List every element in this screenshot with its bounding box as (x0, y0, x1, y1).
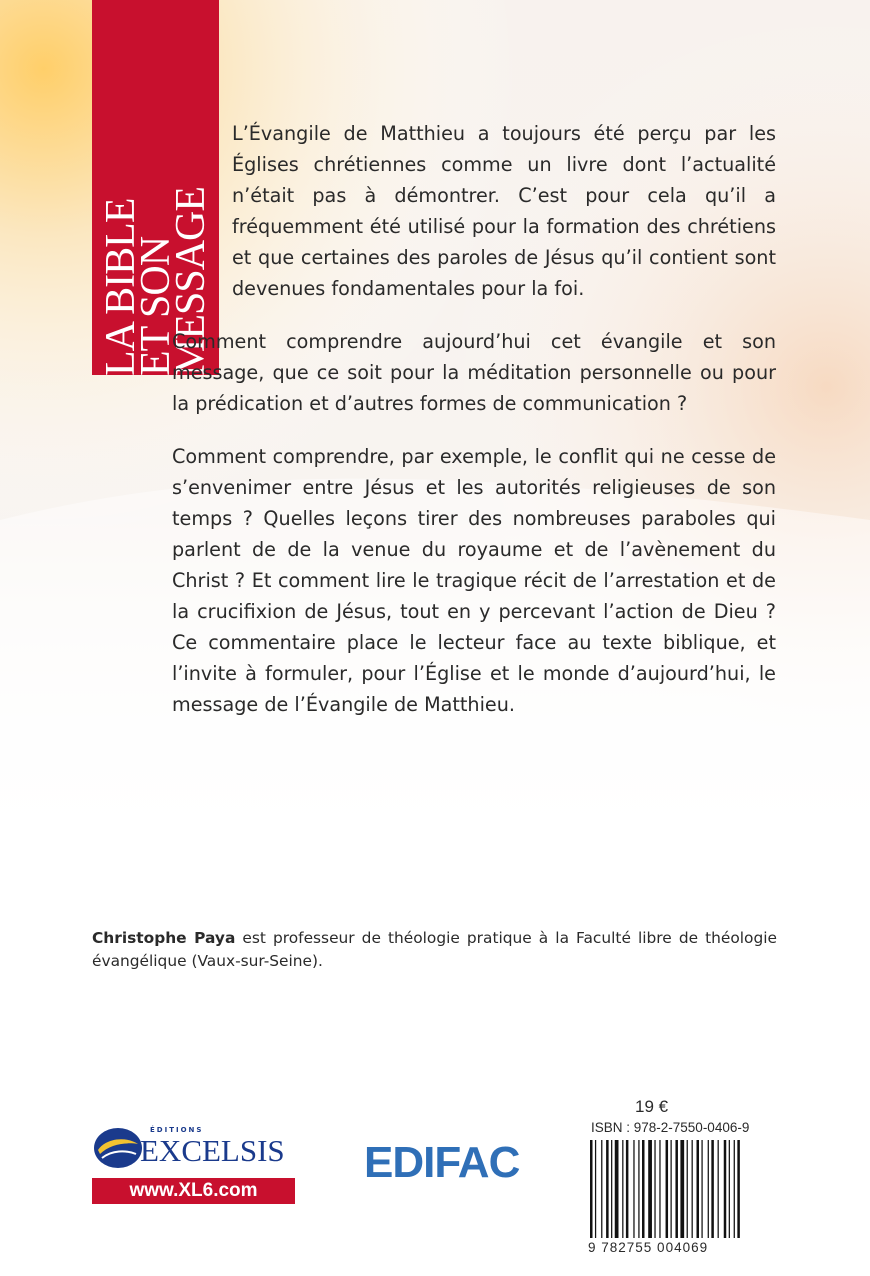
barcode-bar (595, 1140, 596, 1238)
barcode-bar (601, 1140, 602, 1238)
barcode-bar (642, 1140, 645, 1238)
barcode-bar (611, 1140, 612, 1238)
barcode-bar (615, 1140, 619, 1238)
edifac-logo: EDIFAC (364, 1138, 520, 1187)
barcode-digits: 9 782755 004069 (588, 1240, 709, 1255)
blurb-paragraph-1: L’Évangile de Matthieu a toujours été perçu par les Églises chrétiennes comme un livre dont l’actualité n’était pas à démontrer. C’est pour cela qu’il a fréquemment été utilisé pour la formation des chrétiens et que certaines des paroles de Jésus qu’il contient sont devenues fondamentales pour la foi. (232, 122, 776, 300)
author-bio (92, 927, 777, 973)
barcode-bar (729, 1140, 730, 1238)
barcode-bar (734, 1140, 735, 1238)
publisher-website: www.XL6.com (92, 1178, 295, 1204)
barcode-bar (687, 1140, 688, 1238)
barcode-bar (638, 1140, 639, 1238)
barcode-bar (654, 1140, 655, 1238)
series-title-line-1: LA BIBLE (98, 198, 144, 376)
barcode-bar (666, 1140, 669, 1238)
author-name: Christophe Paya (92, 929, 236, 947)
blurb-paragraph-3: Comment comprendre, par exemple, le conflit qui ne cesse de s’envenimer entre Jésus et les autorités religieuses de son temps ? Quelles leçons tirer des nombreuses paraboles qui parlent de de la venue du royaume et de l’avènement du Christ ? Et comment lire le tragique récit de l’arrestation et de la crucifixion de Jésus, tout en y percevant l’action de Dieu ? Ce commentaire place le lecteur face au texte biblique, et l’invite à formuler, pour l’Église et le monde d’aujourd’hui, le message de l’Évangile de Matthieu. (172, 445, 776, 716)
barcode-bar (675, 1140, 678, 1238)
barcode-bar (590, 1140, 593, 1238)
series-title-line-2: ET SON (133, 236, 179, 376)
excelsis-name: EXCELSIS (140, 1133, 285, 1168)
barcode (588, 1140, 778, 1238)
price: 19 € (635, 1097, 669, 1116)
series-title-line-3: MESSAGE (168, 186, 214, 376)
barcode-bar (724, 1140, 727, 1238)
barcode-bar (648, 1140, 652, 1238)
barcode-bar (697, 1140, 700, 1238)
barcode-bar (659, 1140, 660, 1238)
excelsis-subtitle: ÉDITIONS (150, 1126, 204, 1134)
barcode-bar (718, 1140, 719, 1238)
back-cover-blurb (172, 118, 776, 742)
barcode-bar (711, 1140, 714, 1238)
barcode-bar (701, 1140, 702, 1238)
blurb-paragraph-2: Comment comprendre aujourd’hui cet évangile et son message, que ce soit pour la méditation personnelle ou pour la prédication et d’autres formes de communication ? (172, 330, 776, 415)
barcode-bar (606, 1140, 609, 1238)
barcode-bar (708, 1140, 709, 1238)
author-description: est professeur de théologie pratique à la Faculté libre de théologie évangélique (Vaux-sur-Seine). (92, 929, 777, 970)
barcode-bar (692, 1140, 693, 1238)
barcode-bar (737, 1140, 740, 1238)
barcode-bar (633, 1140, 634, 1238)
barcode-bar (680, 1140, 684, 1238)
barcode-bar (671, 1140, 672, 1238)
barcode-bar (622, 1140, 623, 1238)
isbn: ISBN : 978-2-7550-0406-9 (591, 1120, 750, 1135)
barcode-bar (626, 1140, 629, 1238)
